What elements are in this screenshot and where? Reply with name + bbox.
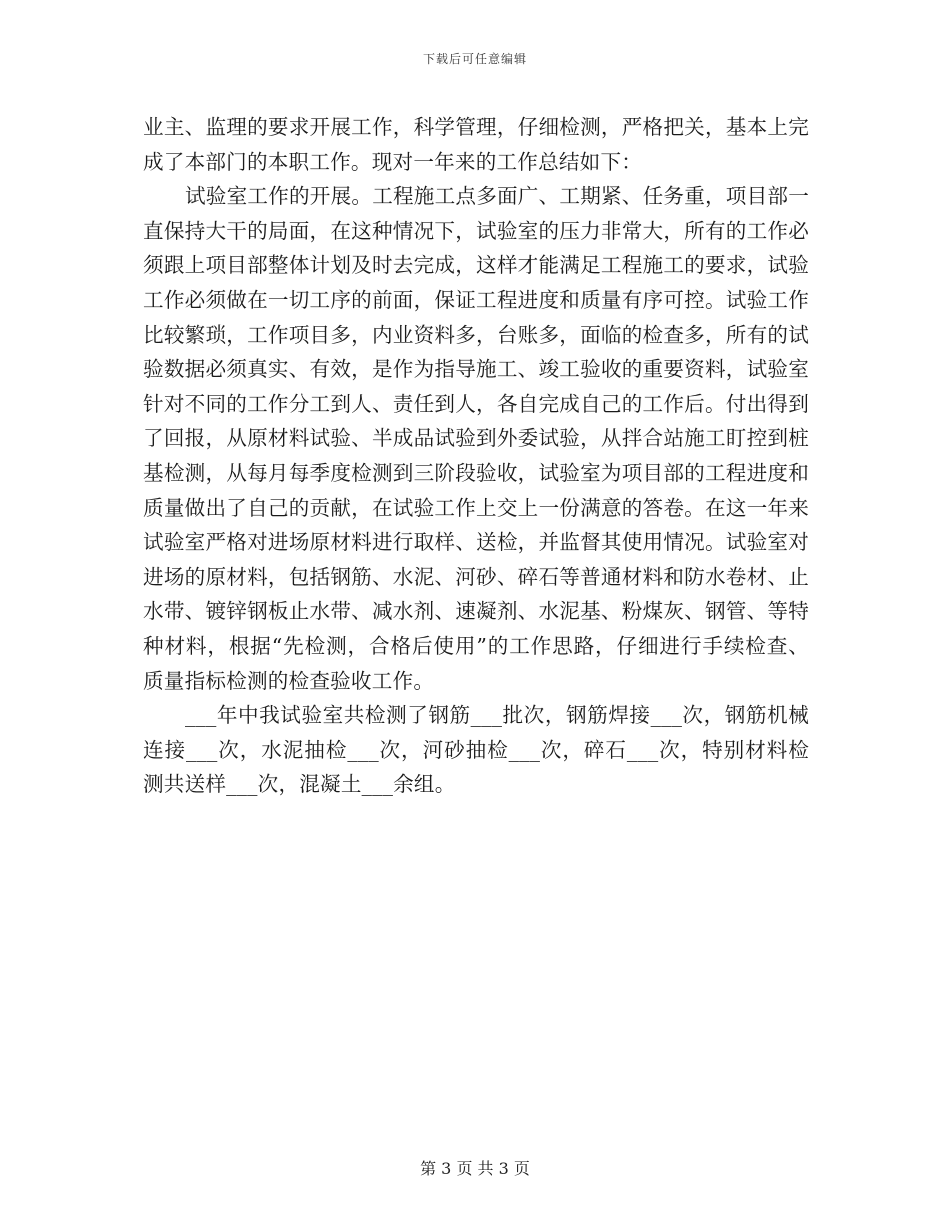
paragraph-lab-work: 试验室工作的开展。工程施工点多面广、工期紧、任务重，项目部一直保持大干的局面，在这种情况下，试验室的压力非常大，所有的工作必须跟上项目部整体计划及时去完成，这样才能满足工程施工的要求，试验工作必须做在一切工序的前面，保证工程进度和质量有序可控。试验工作比较繁琐，工作项目多，内业资料多，台账多，面临的检查多，所有的试验数据必须真实、有效，是作为指导施工、竣工验收的重要资料，试验室针对不同的工作分工到人、责任到人，各自完成自己的工作后。付出得到了回报，从原材料试验、半成品试验到外委试验，从拌合站施工盯控到桩基检测，从每月每季度检测到三阶段验收，试验室为项目部的工程进度和质量做出了自己的贡献，在试验工作上交上一份满意的答卷。在这一年来试验室严格对进场原材料进行取样、送检，并监督其使用情况。试验室对进场的原材料，包括钢筋、水泥、河砂、碎石等普通材料和防水卷材、止水带、镀锌钢板止水带、减水剂、速凝剂、水泥基、粉煤灰、钢管、等特种材料，根据“先检测，合格后使用”的工作思路，仔细进行手续检查、质量指标检测的检查验收工作。 [143,184,809,693]
paragraph-intro: 业主、监理的要求开展工作，科学管理，仔细检测，严格把关，基本上完成了本部门的本职工作。现对一年来的工作总结如下： [143,115,809,174]
paragraph-statistics: ___年中我试验室共检测了钢筋___批次，钢筋焊接___次，钢筋机械连接___次，水泥抽检___次，河砂抽检___次，碎石___次，特别材料检测共送样___次，混凝土___余组。 [143,703,809,797]
document-body [143,110,809,802]
page-header: 下载后可任意编辑 [422,52,527,66]
page-footer: 第 3 页 共 3 页 [420,1159,530,1178]
